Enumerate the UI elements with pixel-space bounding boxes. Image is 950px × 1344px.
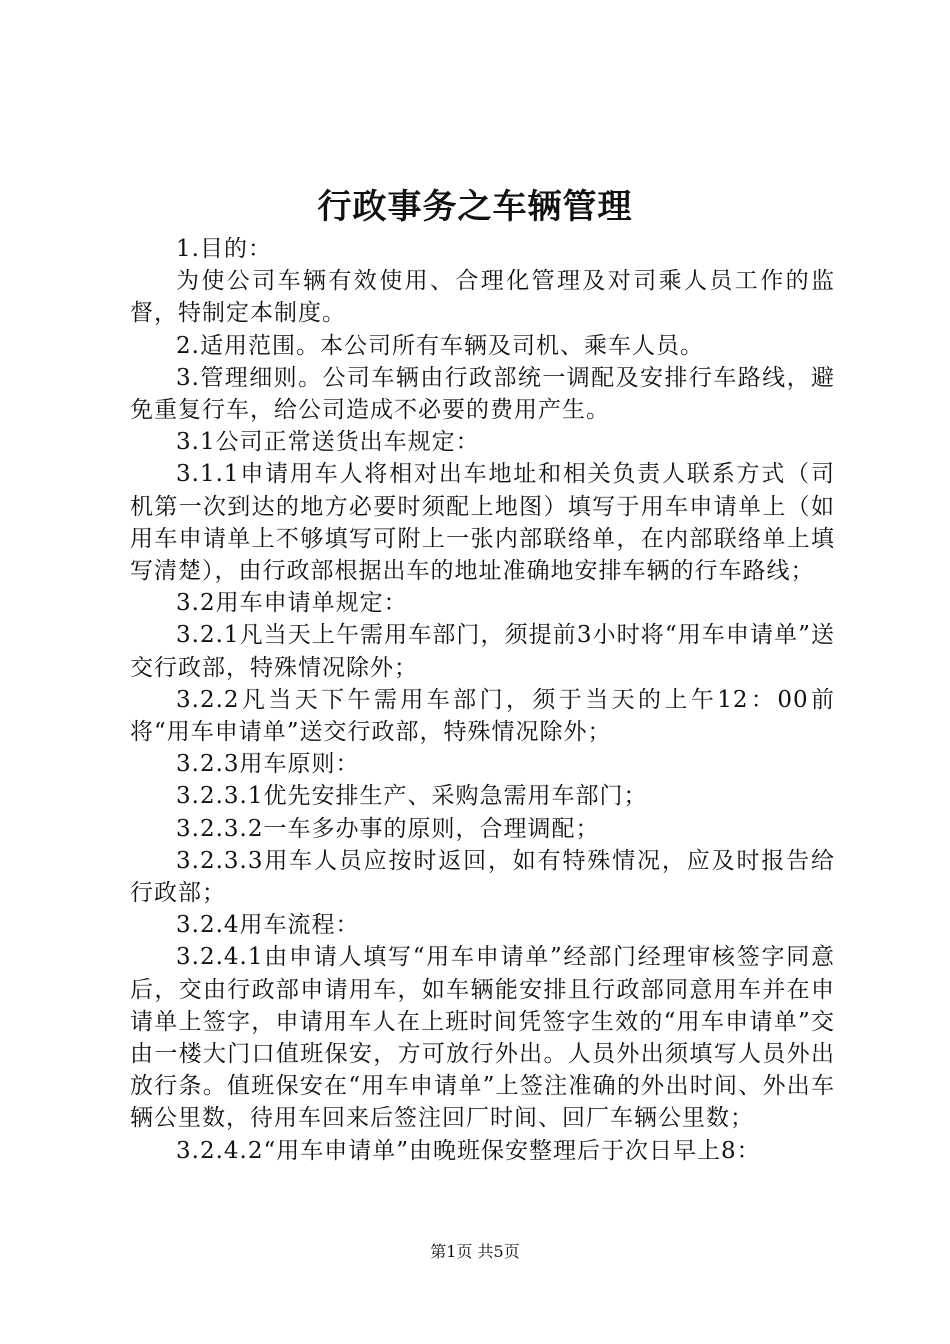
paragraph-3-2-3-1: 3.2.3.1优先安排生产、采购急需用车部门；	[176, 783, 648, 810]
paragraph-scope: 2.适用范围。本公司所有车辆及司机、乘车人员。	[176, 332, 704, 359]
paragraph-management-rules: 3.管理细则。公司车辆由行政部统一调配及安排行车路线，避免重复行车，给公司造成不必要的费用产生。	[130, 364, 835, 424]
paragraph-3-2-3-2: 3.2.3.2一车多办事的原则，合理调配；	[176, 815, 600, 842]
paragraph-purpose-heading: 1.目的：	[176, 236, 272, 262]
paragraph-3-2-1: 3.2.1凡当天上午需用车部门，须提前3小时将“用车申请单”送交行政部，特殊情况除外；	[130, 622, 835, 681]
document-title: 行政事务之车辆管理	[317, 187, 633, 227]
document-body	[130, 233, 835, 1167]
paragraph-3-2-4: 3.2.4用车流程：	[176, 912, 360, 939]
paragraph-3-1-1: 3.1.1申请用车人将相对出车地址和相关负责人联系方式（司机第一次到达的地方必要时须配上地图）填写于用车申请单上（如用车申请单上不够填写可附上一张内部联络单，在内部联络单上填写清楚），由行政部根据出车的地址准确地安排车辆的行车路线；	[130, 461, 835, 585]
paragraph-3-2-3: 3.2.3用车原则：	[176, 751, 360, 778]
paragraph-3-2: 3.2用车申请单规定：	[176, 590, 408, 617]
paragraph-3-2-4-1: 3.2.4.1由申请人填写“用车申请单”经部门经理审核签字同意后，交由行政部申请用车，如车辆能安排且行政部同意用车并在申请单上签字，申请用车人在上班时间凭签字生效的“用车申请单”交由一楼大门口值班保安，方可放行外出。人员外出须填写人员外出放行条。值班保安在“用车申请单”上签注准确的外出时间、外出车辆公里数，待用车回来后签注回厂时间、回厂车辆公里数；	[130, 944, 835, 1132]
paragraph-3-1: 3.1公司正常送货出车规定：	[176, 429, 480, 456]
paragraph-3-2-4-2: 3.2.4.2“用车申请单”由晚班保安整理后于次日早上8：	[176, 1137, 761, 1164]
paragraph-3-2-2: 3.2.2凡当天下午需用车部门，须于当天的上午12：00前将“用车申请单”送交行政部，特殊情况除外；	[130, 686, 835, 746]
paragraph-3-2-3-3: 3.2.3.3用车人员应按时返回，如有特殊情况，应及时报告给行政部；	[130, 847, 835, 907]
page-footer: 第1页 共5页	[430, 1242, 520, 1261]
paragraph-purpose-text: 为使公司车辆有效使用、合理化管理及对司乘人员工作的监督，特制定本制度。	[130, 268, 835, 327]
